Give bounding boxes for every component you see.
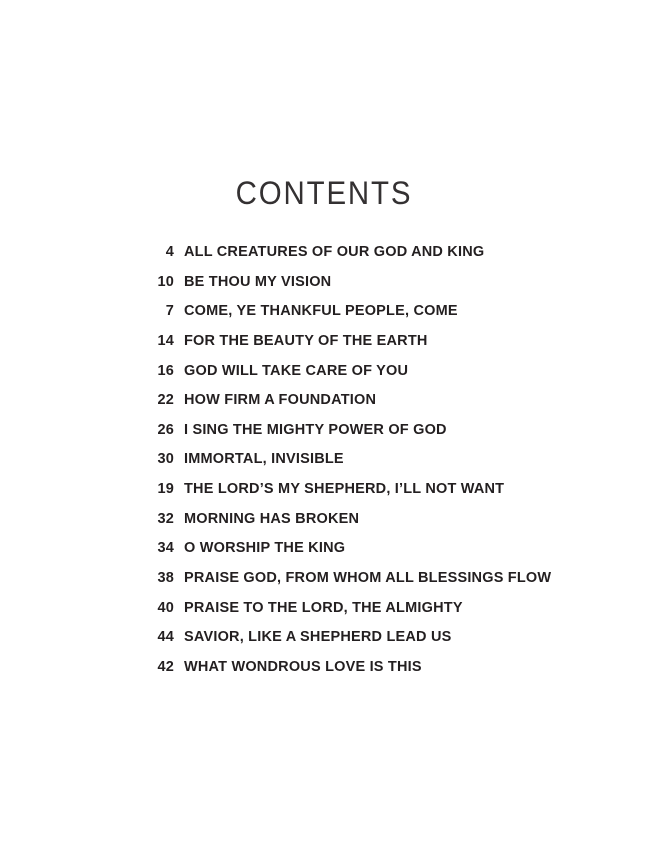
toc-entry [0, 297, 648, 327]
toc-entry [0, 653, 648, 683]
entry-song-title: GOD WILL TAKE CARE OF YOU [184, 362, 409, 379]
toc-entry [0, 594, 648, 624]
entry-page-number: 16 [157, 362, 174, 379]
toc-entry [0, 238, 648, 268]
page-title: CONTENTS [235, 175, 413, 211]
toc-entry [0, 268, 648, 298]
entry-page-number: 40 [157, 599, 174, 616]
toc-entry [0, 534, 648, 564]
toc-entry [0, 445, 648, 475]
entry-page-number: 34 [157, 540, 174, 557]
toc-entry [0, 475, 648, 505]
entry-page-number: 38 [157, 570, 174, 587]
entry-page-number: 19 [157, 481, 174, 498]
entry-page-number: 42 [157, 658, 174, 675]
entry-page-number: 7 [165, 303, 174, 320]
entry-song-title: PRAISE TO THE LORD, THE ALMIGHTY [184, 599, 463, 616]
entry-page-number: 14 [157, 332, 174, 349]
table-of-contents [0, 238, 648, 683]
toc-entry [0, 564, 648, 594]
entry-song-title: HOW FIRM A FOUNDATION [184, 392, 377, 409]
entry-song-title: FOR THE BEAUTY OF THE EARTH [184, 332, 428, 349]
entry-song-title: MORNING HAS BROKEN [184, 510, 360, 527]
toc-entry [0, 386, 648, 416]
toc-entry [0, 505, 648, 535]
entry-song-title: THE LORD’S MY SHEPHERD, I’LL NOT WANT [184, 481, 505, 498]
entry-page-number: 22 [157, 392, 174, 409]
entry-song-title: IMMORTAL, INVISIBLE [184, 451, 344, 468]
entry-song-title: PRAISE GOD, FROM WHOM ALL BLESSINGS FLOW [184, 570, 552, 587]
entry-song-title: I SING THE MIGHTY POWER OF GOD [184, 421, 447, 438]
entry-song-title: BE THOU MY VISION [184, 273, 332, 290]
toc-entry [0, 327, 648, 357]
entry-song-title: ALL CREATURES OF OUR GOD AND KING [184, 244, 485, 260]
entry-page-number: 10 [157, 273, 174, 290]
toc-entry [0, 357, 648, 387]
entry-song-title: O WORSHIP THE KING [184, 540, 346, 557]
entry-page-number: 4 [165, 244, 174, 260]
entry-page-number: 44 [157, 629, 174, 646]
entry-song-title: COME, YE THANKFUL PEOPLE, COME [184, 303, 458, 320]
entry-page-number: 26 [157, 421, 174, 438]
entry-page-number: 32 [157, 510, 174, 527]
entry-song-title: SAVIOR, LIKE A SHEPHERD LEAD US [184, 629, 452, 646]
entry-song-title: WHAT WONDROUS LOVE IS THIS [184, 658, 422, 675]
entry-page-number: 30 [157, 451, 174, 468]
toc-entry [0, 416, 648, 446]
toc-entry [0, 623, 648, 653]
